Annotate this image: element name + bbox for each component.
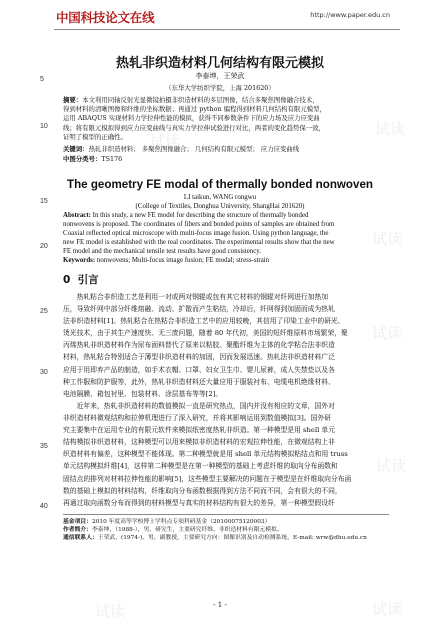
- paper-title-en: The geometry FE modal of thermally bonded nonwoven: [67, 178, 373, 191]
- abstract-cn: 摘要：本文利用同轴反射光显微镜拍摄非织造材料的多层图像，结合多聚焦图像融合技术， 得到材料的清晰图像和纤维的坐标数据；再通过 python 编程得到材料几何结构有限元模型， 运用 ABAQUS 实现材料力学拉伸性能的模拟，获得不同参数条件下的应力场及应力应变曲 线；将有限元模拟得到应力应变曲线与真实力学拉伸试验进行对比，两者的变化趋势保一致， 证明了模型的正确性。: [63, 96, 326, 141]
- line-number: 15: [40, 198, 48, 205]
- header-rule: [54, 29, 400, 30]
- section-heading: 0 引言: [63, 274, 99, 286]
- page-number: - 1 -: [213, 601, 227, 609]
- watermark: 试读: [376, 457, 407, 475]
- line-number: 40: [40, 503, 48, 510]
- authors-cn: 李泰坤，王荣武: [195, 72, 245, 80]
- classification-cn: 中图分类号：TS176: [63, 155, 123, 163]
- journal-logo: 中国科技论文在线: [56, 10, 155, 25]
- watermark: 试读: [372, 324, 403, 342]
- watermark: 试读: [372, 230, 403, 248]
- journal-url[interactable]: http://www.paper.edu.cn: [310, 11, 390, 19]
- line-number: 35: [40, 443, 48, 450]
- abstract-en-label: Abstract:: [63, 212, 91, 219]
- watermark: 试读: [95, 602, 126, 620]
- affiliation-en: (College of Textiles, Donghua University, ShangHai 201620): [135, 203, 305, 210]
- paper-title-cn: 热轧非织造材料几何结构有限元模拟: [115, 56, 324, 71]
- keywords-en: Keywords: nonwovens; Multi-focus image fusion; FE modal; stress-strain: [63, 257, 270, 264]
- watermark: 试读: [372, 600, 403, 618]
- abstract-en: Abstract: In this study, a new FE model for describing the structure of thermally bonded nonwovens is proposed. The coordinates of fibers and bonded points of samples are obtained from Coaxial reflected optical microscope with multi-focus image fusion. Using python language, the new FE model is established with the real coordinates. The experimental results show that the new FE model and the mechanical tensile test results have good consistency.: [63, 212, 335, 255]
- keywords-cn: 关键词：热轧非织造材料； 多聚焦图像融合； 几何结构有限元模型； 应力应变曲线: [63, 145, 300, 153]
- footnotes: 基金项目：2010 年度高等学校博士学科点专项科研基金（20100075120003） 作者简介：李泰坤，（1988-），男，研究生，主要研究纤维、非织造材料有限元模拟。 通信联系人：王荣武，(1974-)，男，副教授，主要研究方向：图像识别及自动检测系统。E-mail: wrw@dhu.edu.cn: [63, 519, 367, 542]
- watermark: 试读: [375, 120, 406, 138]
- line-number: 10: [40, 123, 48, 130]
- watermark: 试读: [150, 132, 181, 150]
- footnote-rule: [63, 514, 389, 515]
- abstract-cn-label: 摘要：: [63, 96, 83, 104]
- line-number: 30: [40, 369, 48, 376]
- intro-paragraph-1: 热轧粘合非织造工艺是利用一对或两对钢辊或包有其它材料的钢辊对纤网进行加热加 压，导致纤网中部分纤维熔融、流动、扩散而产生粘结，冷却后，纤网得到加固而成为热轧 法非织造材料[1]。热轧粘合在热粘合非织造工艺中的应用较晚，其信用了印染工业中的研光、 烫光技术，由于其生产速度快、无三废问题，随着 80 年代初，美国的短纤维原料市场繁荣，聚 丙烯热轧非织造材料作为尿布面料替代了原来以粘胶、聚酯纤维为主体的化学粘合法非织造 材料，热轧粘合特别适合于薄型非织造材料的加固，因而发展迅速。热轧法非织造材料广泛 应用于用即弃产品的制造，如手术衣帽、口罩、妇女卫生巾、婴儿尿裤，成人失禁垫以及各 种工作服和防护服等，此外，热轧非织造材料还大量应用于服装衬布、电缆电机绝缘材料、 电池隔膜、箱包衬里、包装材料、涂层基布等等[2]。: [63, 293, 348, 398]
- intro-paragraph-2: 近年来，热轧非织造材料的数值模拟一直是研究热点，国内并没有相应的文章，国外对 非织造材料微观结构和拉伸机理进行了深入研究，并将其影响运用到数值模拟[3]。国外研 究主要集中在运用专业的有限元软件来模拟纸密度热轧非织造。第一种模型是用 shell 单元 结构模拟非织造材料，这种模型可以用来模拟非织造材料的宏观拉伸性能，在微观结构上非 织造材料有偏差，这种模型不能体现。第二种模型就是用 shell 单元结构模拟粘结点和用 truss 单元结构模拟纤维[4]，这样第二种模型是在第一种模型的基础上考虑纤维的取向分布函数和 固结点的排列对材料拉伸性能的影响[5]，这些模型主要解决的问题在于模型是在纤维取向分布函 数的基础上模拟的材料结构，纤维取向分布函数根据得到方法不同而不同，会有很大的不同， 再通过取向函数分布而得到的材料模型与真实的材料结构有很大的差异，第一种模型假设纤: [63, 402, 352, 507]
- line-number: 5: [40, 76, 44, 83]
- line-number: 25: [40, 308, 48, 315]
- page-header: [0, 0, 440, 30]
- line-number: 20: [40, 243, 48, 250]
- affiliation-cn: （东华大学纺织学院，上海 201620）: [165, 84, 275, 92]
- authors-en: LI taikun, WANG rongwu: [183, 194, 257, 201]
